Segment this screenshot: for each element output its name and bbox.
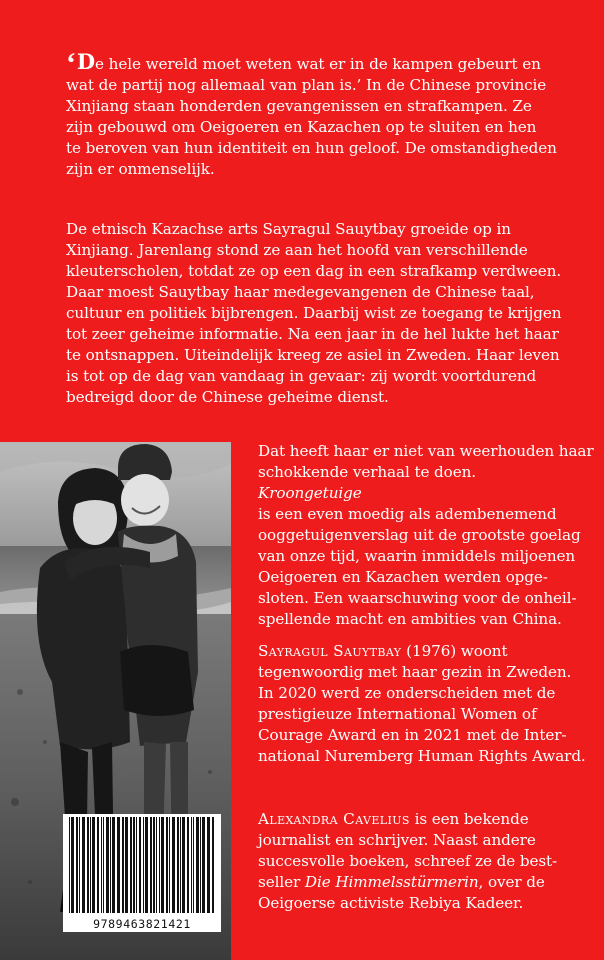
book-line: ooggetuigenverslag uit de grootste goelag xyxy=(258,526,581,544)
barcode-bar xyxy=(76,817,78,913)
bio-line: te ontsnappen. Uiteindelijk kreeg ze asiel in Zweden. Haar leven xyxy=(66,346,560,364)
barcode-bar xyxy=(71,817,74,913)
barcode xyxy=(63,814,221,932)
intro-line: te beroven van hun identiteit en hun geloof. De omstandigheden xyxy=(66,139,557,157)
coauthor-line: Oeigoerse activiste Rebiya Kadeer. xyxy=(258,894,524,912)
coauthor-line: journalist en schrijver. Naast andere xyxy=(258,831,536,849)
barcode-bar xyxy=(103,817,104,913)
book-line: sloten. Een waarschuwing voor de onheil- xyxy=(258,589,577,607)
barcode-bar xyxy=(125,817,128,913)
barcode-bar xyxy=(97,817,99,913)
barcode-bar xyxy=(200,817,201,913)
author-paragraph xyxy=(258,641,598,767)
author-line: national Nuremberg Human Rights Award. xyxy=(258,747,586,765)
barcode-bar xyxy=(202,817,205,913)
intro-line: wat de partij nog allemaal van plan is.’ In de Chinese provincie xyxy=(66,76,547,94)
barcode-bar xyxy=(150,817,152,913)
author-line: tegenwoordig met haar gezin in Zweden. xyxy=(258,663,572,681)
barcode-bar xyxy=(133,817,135,913)
book-line: Dat heeft haar er niet van weerhouden haar xyxy=(258,442,594,460)
barcode-bar xyxy=(106,817,109,913)
barcode-bar xyxy=(112,817,115,913)
drop-cap: D xyxy=(76,49,96,74)
barcode-bar xyxy=(191,817,192,913)
coauthor-name: Alexandra Cavelius xyxy=(258,810,410,828)
barcode-bar xyxy=(156,817,157,913)
barcode-bar xyxy=(196,817,199,913)
bio-line: cultuur en politiek bijbrengen. Daarbij wist ze toegang te krijgen xyxy=(66,304,562,322)
intro-line: zijn er onmenselijk. xyxy=(66,160,215,178)
bio-line: Xinjiang. Jarenlang stond ze aan het hoofd van verschillende xyxy=(66,241,528,259)
barcode-bar xyxy=(169,817,170,913)
intro-paragraph xyxy=(66,47,586,180)
barcode-bar xyxy=(117,817,120,913)
barcode-bar xyxy=(153,817,155,913)
book-paragraph xyxy=(258,441,598,630)
book-title: Kroongetuige xyxy=(258,484,362,502)
barcode-bar xyxy=(92,817,95,913)
barcode-bars xyxy=(65,817,219,913)
barcode-bar xyxy=(166,817,168,913)
barcode-bar xyxy=(172,817,175,913)
barcode-bar xyxy=(159,817,160,913)
isbn-number: 9789463821421 xyxy=(93,917,191,931)
barcode-bar xyxy=(136,817,137,913)
bio-line: De etnisch Kazachse arts Sayragul Sauytbay groeide op in xyxy=(66,220,511,238)
barcode-bar xyxy=(69,817,70,913)
bio-line: is tot op de dag van vandaag in gevaar: zij wordt voortdurend xyxy=(66,367,537,385)
intro-line: Xinjiang staan honderden gevangenissen en strafkampen. Ze xyxy=(66,97,532,115)
coauthor-book-title: Die Himmelsstürmerin xyxy=(304,873,479,891)
coauthor-line: succesvolle boeken, schreef ze de best- xyxy=(258,852,558,870)
coauthor-line: Alexandra Cavelius is een bekende xyxy=(258,810,529,828)
bio-line: Daar moest Sauytbay haar medegevangenen de Chinese taal, xyxy=(66,283,535,301)
author-line: Sayragul Sauytbay (1976) woont xyxy=(258,642,508,660)
barcode-bar xyxy=(122,817,124,913)
bio-line: kleuterscholen, totdat ze op een dag in een strafkamp verdween. xyxy=(66,262,562,280)
barcode-bar xyxy=(110,817,111,913)
author-name: Sayragul Sauytbay xyxy=(258,642,402,660)
barcode-bar xyxy=(87,817,89,913)
book-line: Oeigoeren en Kazachen werden opge- xyxy=(258,568,548,586)
barcode-bar xyxy=(207,817,210,913)
barcode-bar xyxy=(187,817,189,913)
barcode-bar xyxy=(161,817,164,913)
barcode-bar xyxy=(182,817,185,913)
barcode-bar xyxy=(90,817,91,913)
book-line: spellende macht en ambities van China. xyxy=(258,610,562,628)
bio-line: bedreigd door de Chinese geheime dienst. xyxy=(66,388,389,406)
book-title-line xyxy=(258,483,598,504)
barcode-bar xyxy=(180,817,181,913)
book-line: is een even moedig als adembenemend xyxy=(258,505,557,523)
coauthor-line: seller Die Himmelsstürmerin, over de xyxy=(258,873,545,891)
intro-line-1: ‘De hele wereld moet weten wat er in de kampen gebeurt en xyxy=(66,47,541,80)
barcode-bar xyxy=(101,817,102,913)
barcode-bar xyxy=(130,817,132,913)
author-line: In 2020 werd ze onderscheiden met de xyxy=(258,684,556,702)
book-line: van onze tijd, waarin inmiddels miljoenen xyxy=(258,547,576,565)
barcode-bar xyxy=(82,817,85,913)
barcode-bar xyxy=(177,817,179,913)
barcode-bar xyxy=(79,817,80,913)
barcode-bar xyxy=(143,817,144,913)
bio-line: tot zeer geheime informatie. Na een jaar in de hel lukte het haar xyxy=(66,325,559,343)
bio-paragraph xyxy=(66,219,586,408)
coauthor-paragraph xyxy=(258,809,598,914)
author-line: prestigieuze International Women of xyxy=(258,705,537,723)
opening-quote: ‘ xyxy=(66,47,76,80)
author-line: Courage Award en in 2021 met de Inter- xyxy=(258,726,567,744)
barcode-bar xyxy=(212,817,214,913)
barcode-bar xyxy=(193,817,194,913)
intro-line: zijn gebouwd om Oeigoeren en Kazachen op te sluiten en hen xyxy=(66,118,537,136)
barcode-bar xyxy=(145,817,148,913)
book-line: schokkende verhaal te doen. xyxy=(258,463,477,481)
barcode-bar xyxy=(139,817,141,913)
